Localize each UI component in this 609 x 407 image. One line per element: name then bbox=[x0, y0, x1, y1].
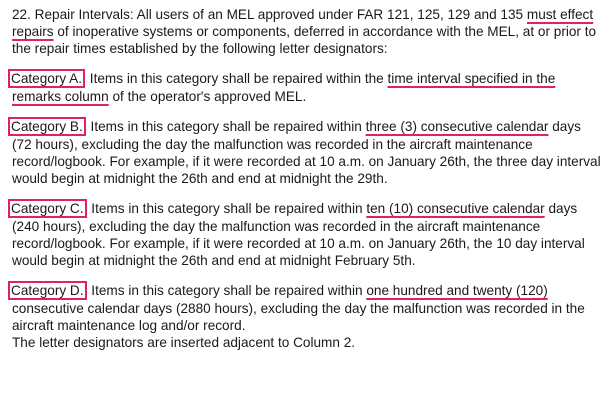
footer-note: The letter designators are inserted adjacent to Column 2. bbox=[12, 335, 356, 350]
intro-paragraph bbox=[12, 6, 601, 57]
category-c-paragraph bbox=[12, 199, 601, 269]
category-c-highlight: ten (10) consecutive calendar bbox=[366, 201, 545, 216]
category-d-text-pre: Items in this category shall be repaired within bbox=[87, 283, 367, 298]
category-b-highlight: three (3) consecutive calendar bbox=[365, 119, 549, 134]
category-d-paragraph bbox=[12, 281, 601, 334]
category-c-text-post: days (240 hours), excluding the day the malfunction was recorded in the aircraft maintenance record/logbook. For example, if it were recorded at 10 a.m. on January 26th, the 10 day interval would begin at midnight the 26th and end at midnight February 5th. bbox=[12, 201, 585, 268]
category-b-label: Category B. bbox=[8, 117, 86, 136]
category-a-label: Category A. bbox=[8, 69, 85, 88]
category-b-text-post: days (72 hours), excluding the day the malfunction was recorded in the aircraft maintenance record/logbook. For example, if it were recorded at 10 a.m. on January 26th, the three day interval would begin at midnight the 26th and end at midnight the 29th. bbox=[12, 119, 601, 186]
category-d-highlight: one hundred and twenty (120) bbox=[366, 283, 548, 298]
category-d-label: Category D. bbox=[8, 281, 87, 300]
category-c-label: Category C. bbox=[8, 199, 87, 218]
category-a-text-post: of the operator's approved MEL. bbox=[108, 89, 307, 104]
intro-text-post: of inoperative systems or components, deferred in accordance with the MEL, at or prior to the repair times established by the following letter designators: bbox=[12, 24, 597, 56]
category-b-paragraph bbox=[12, 117, 601, 187]
category-a-highlight: time interval specified in the remarks column bbox=[12, 71, 556, 104]
intro-highlight: must effect repairs bbox=[12, 7, 594, 39]
intro-text-pre: 22. Repair Intervals: All users of an MEL approved under FAR 121, 125, 129 and 135 bbox=[12, 7, 527, 22]
category-d-text-post: consecutive calendar days (2880 hours), excluding the day the malfunction was recorded in the aircraft maintenance log and/or record. bbox=[12, 301, 585, 333]
category-b-text-pre: Items in this category shall be repaired within bbox=[86, 119, 366, 134]
category-a-text-pre: Items in this category shall be repaired within the bbox=[86, 71, 388, 86]
category-c-text-pre: Items in this category shall be repaired within bbox=[87, 201, 367, 216]
category-a-paragraph bbox=[12, 69, 601, 105]
